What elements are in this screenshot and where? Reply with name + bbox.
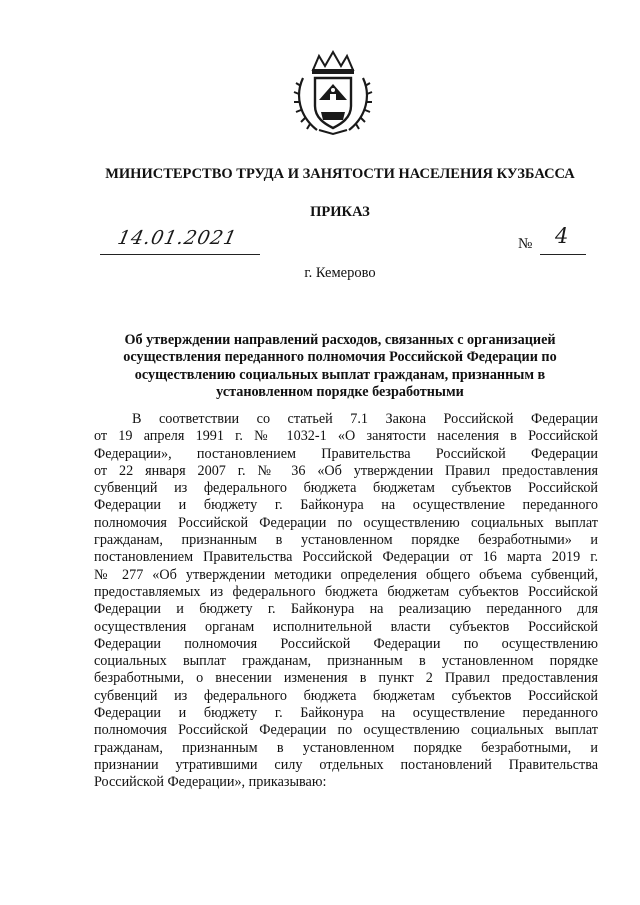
body-line: субвенций из федерального бюджета бюджетам субъектов Российской	[94, 687, 598, 704]
body-line: постановлением Правительства Российской Федерации от 16 марта 2019 г.	[94, 549, 598, 566]
body-line: Федерации полномочия Российской Федерации по осуществлению	[94, 635, 598, 652]
document-number: 4	[555, 224, 569, 248]
body-line: № 277 «Об утверждении методики определения общего объема субвенций,	[94, 566, 598, 583]
document-heading	[105, 332, 575, 401]
body-line: Федерации», постановлением Правительства Российской Федерации	[94, 445, 598, 462]
heading-line: установленном порядке безработными	[216, 383, 464, 400]
ministry-name: МИНИСТЕРСТВО ТРУДА И ЗАНЯТОСТИ НАСЕЛЕНИЯ КУЗБАССА	[105, 166, 575, 182]
number-label: №	[518, 236, 533, 252]
body-line: от 22 января 2007 г. № 36 «Об утверждении Правил предоставления	[94, 462, 598, 479]
body-line: гражданам, признанным в установленном порядке безработными, и	[94, 739, 598, 756]
body-paragraph	[94, 411, 598, 792]
body-line: признании утратившими силу отдельных постановлений Правительства	[94, 756, 598, 773]
body-line: полномочия Российской Федерации по осуществлению социальных выплат	[94, 514, 598, 531]
body-line: Федерации и бюджету г. Байконура на осуществление переданного	[94, 497, 598, 514]
body-line: Федерации и бюджету г. Байконура на реализацию переданного для	[94, 601, 598, 618]
document-type: ПРИКАЗ	[310, 204, 370, 220]
body-line: социальных выплат гражданам, признанным в установленном порядке	[94, 653, 598, 670]
heading-line: осуществления переданного полномочия Российской Федерации по	[123, 349, 557, 366]
body-line: субвенций из федерального бюджета бюджетам субъектов Российской	[94, 480, 598, 497]
body-line: полномочия Российской Федерации по осуществлению социальных выплат	[94, 722, 598, 739]
body-line: гражданам, признанным в установленном порядке безработными» и	[94, 532, 598, 549]
document-date: 14.01.2021	[115, 227, 240, 249]
heading-line: осуществлению социальных выплат гражданам, признанным в	[134, 366, 546, 383]
city: г. Кемерово	[304, 265, 376, 281]
body-line: безработными, о внесении изменения в пункт 2 Правил предоставления	[94, 670, 598, 687]
body-line: от 19 апреля 1991 г. № 1032-1 «О занятости населения в Российской	[94, 428, 598, 445]
body-line: В соответствии со статьей 7.1 Закона Российской Федерации	[132, 411, 598, 427]
heading-line: Об утверждении направлений расходов, связанных с организацией	[124, 332, 556, 348]
coat-of-arms-icon	[293, 50, 373, 136]
body-line: предоставляемых из федерального бюджета бюджетам субъектов Российской	[94, 583, 598, 600]
body-line: осуществления органам исполнительной власти субъектов Российской	[94, 618, 598, 635]
body-line: Российской Федерации», приказываю:	[94, 774, 327, 791]
body-line: Федерации и бюджету г. Байконура на осуществление переданного	[94, 705, 598, 722]
